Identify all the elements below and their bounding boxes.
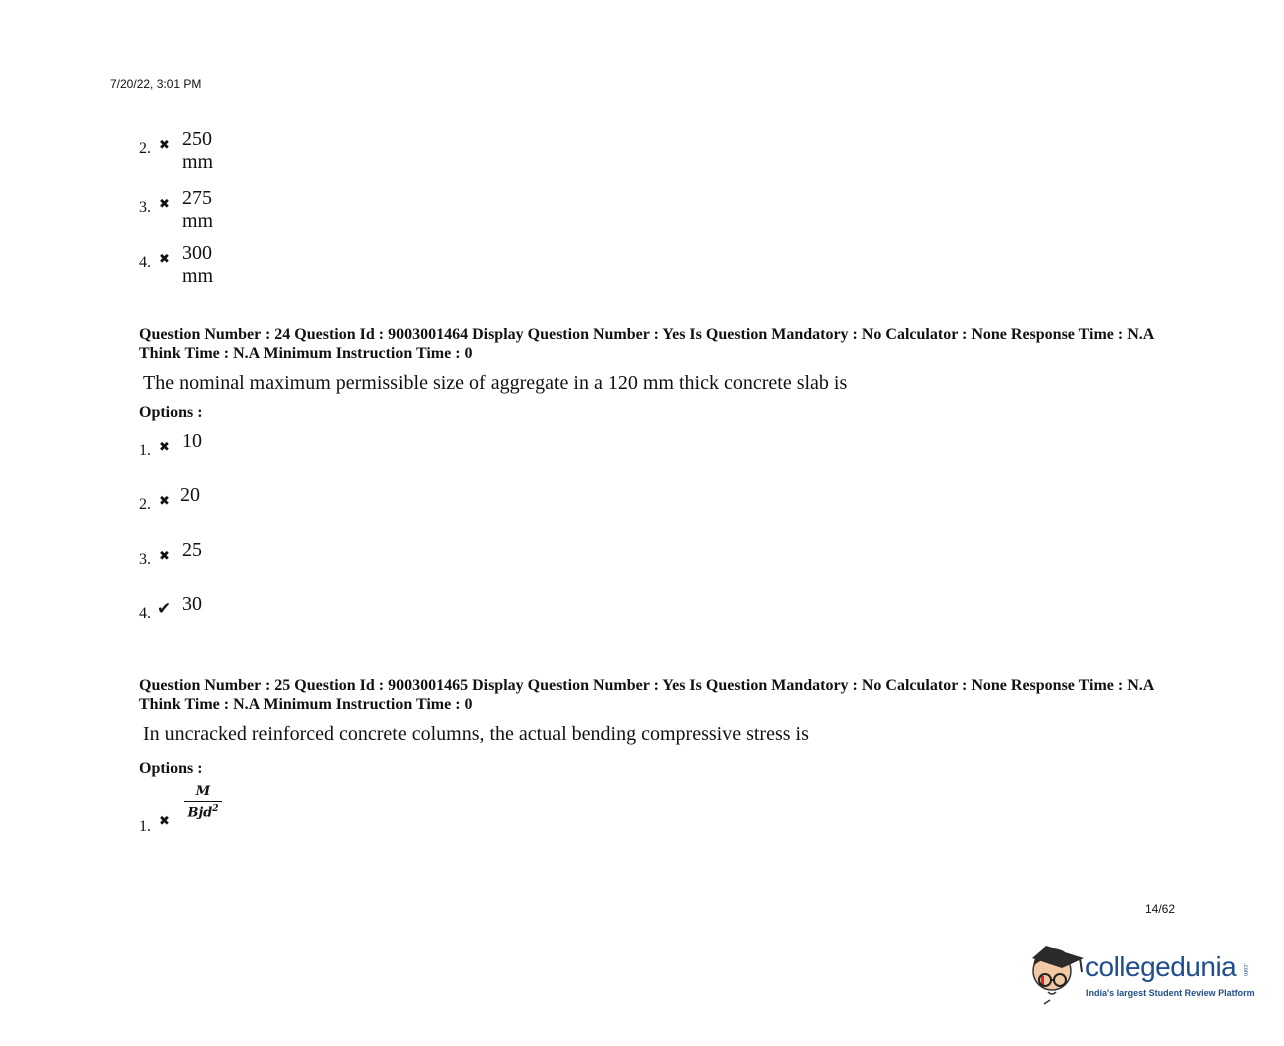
option-text: 275 mm bbox=[182, 187, 214, 232]
option-text: 250 mm bbox=[182, 128, 214, 173]
brand-tagline: India's largest Student Review Platform bbox=[1086, 988, 1255, 998]
question-24-meta: Question Number : 24 Question Id : 9003001464 Display Question Number : Yes Is Question Mandatory : No Calculator : None Response Time : N.A Think Time : N.A Minimum Instruction Time : 0 bbox=[139, 326, 1154, 362]
cross-icon: ✖ bbox=[159, 549, 170, 564]
formula-fraction bbox=[184, 784, 222, 820]
option-number: 2. bbox=[139, 140, 151, 157]
option-text: 25 bbox=[182, 539, 202, 561]
option-text: 300 mm bbox=[182, 242, 214, 287]
cross-icon: ✖ bbox=[159, 252, 170, 267]
option-text: 20 bbox=[180, 484, 200, 506]
formula-numerator: M bbox=[184, 784, 222, 802]
page-number: 14/62 bbox=[1145, 902, 1176, 916]
brand-suffix: .com bbox=[1242, 963, 1248, 977]
question-24-text: The nominal maximum permissible size of aggregate in a 120 mm thick concrete slab is bbox=[143, 372, 848, 394]
check-icon: ✔ bbox=[157, 599, 172, 619]
option-number: 4. bbox=[139, 254, 151, 271]
option-text: 10 bbox=[182, 430, 202, 452]
options-label: Options : bbox=[139, 760, 203, 777]
cross-icon: ✖ bbox=[159, 197, 170, 212]
option-number: 2. bbox=[139, 496, 151, 513]
formula-denominator: Bjd$^2$ bbox=[187, 804, 219, 821]
formula-exponent: 2 bbox=[212, 804, 219, 814]
cross-icon: ✖ bbox=[159, 138, 170, 153]
option-number: 3. bbox=[139, 199, 151, 216]
cross-icon: ✖ bbox=[159, 494, 170, 509]
cross-icon: ✖ bbox=[159, 440, 170, 455]
cross-icon: ✖ bbox=[159, 814, 170, 829]
options-label: Options : bbox=[139, 404, 203, 421]
option-number: 1. bbox=[139, 442, 151, 459]
question-25-meta: Question Number : 25 Question Id : 9003001465 Display Question Number : Yes Is Question Mandatory : No Calculator : None Response Time : N.A Think Time : N.A Minimum Instruction Time : 0 bbox=[139, 677, 1154, 713]
question-25-text: In uncracked reinforced concrete columns, the actual bending compressive stress is bbox=[143, 723, 809, 745]
brand-name: collegedunia bbox=[1085, 951, 1237, 982]
option-number: 4. bbox=[139, 605, 151, 622]
print-timestamp: 7/20/22, 3:01 PM bbox=[110, 77, 202, 91]
option-number: 1. bbox=[139, 818, 151, 835]
option-number: 3. bbox=[139, 551, 151, 568]
option-text: 30 bbox=[182, 593, 202, 615]
